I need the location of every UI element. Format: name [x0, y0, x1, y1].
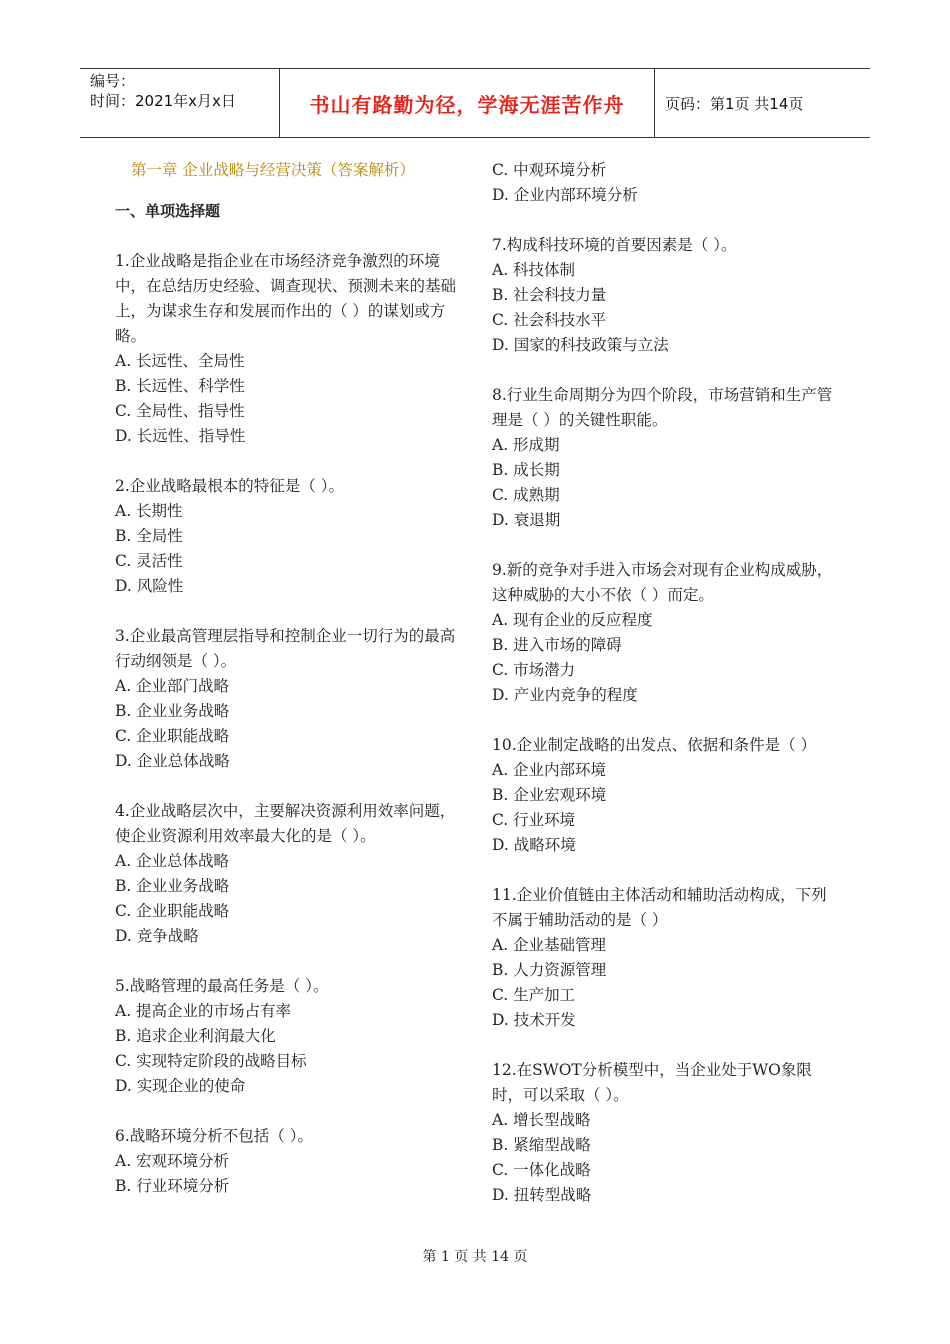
question-item: [492, 1058, 842, 1208]
answer-option: A. 宏观环境分析: [115, 1152, 230, 1170]
answer-option: C. 社会科技水平: [492, 311, 607, 329]
answer-option: B. 企业宏观环境: [492, 786, 607, 804]
question-item: [115, 799, 460, 949]
answer-option: B. 进入市场的障碍: [492, 636, 622, 654]
question-stem: 4.企业战略层次中，主要解决资源利用效率问题，使企业资源利用效率最大化的是（ ）。: [115, 802, 456, 845]
question-stem: 3.企业最高管理层指导和控制企业一切行为的最高行动纲领是（ ）。: [115, 627, 456, 670]
question-stem: 8.行业生命周期分为四个阶段，市场营销和生产管理是（ ）的关键性职能。: [492, 386, 833, 429]
header-meta: [80, 69, 280, 137]
question-item: [492, 233, 842, 358]
answer-option: B. 全局性: [115, 527, 183, 545]
question-item: [115, 624, 460, 774]
answer-option: A. 形成期: [492, 436, 560, 454]
answer-option: B. 追求企业利润最大化: [115, 1027, 276, 1045]
question-item: [115, 249, 460, 449]
answer-option: B. 企业业务战略: [115, 877, 230, 895]
question-item: [492, 383, 842, 533]
answer-option: A. 增长型战略: [492, 1111, 591, 1129]
answer-option: A. 科技体制: [492, 261, 576, 279]
answer-option: D. 企业总体战略: [115, 752, 230, 770]
answer-option: A. 现有企业的反应程度: [492, 611, 653, 629]
answer-option: D. 衰退期: [492, 511, 561, 529]
answer-option: C. 实现特定阶段的战略目标: [115, 1052, 307, 1070]
answer-option: B. 企业业务战略: [115, 702, 230, 720]
answer-option: B. 人力资源管理: [492, 961, 607, 979]
answer-option: C. 市场潜力: [492, 661, 576, 679]
question-item: [492, 158, 842, 208]
answer-option: C. 全局性、指导性: [115, 402, 245, 420]
answer-option: D. 技术开发: [492, 1011, 576, 1029]
question-item: [492, 883, 842, 1033]
answer-option: D. 长远性、指导性: [115, 427, 246, 445]
answer-option: D. 产业内竞争的程度: [492, 686, 638, 704]
question-stem: 1.企业战略是指企业在市场经济竞争激烈的环境中，在总结历史经验、调查现状、预测未来的基础上，为谋求生存和发展而作出的（ ）的谋划或方略。: [115, 252, 457, 345]
question-item: [492, 558, 842, 708]
question-item: [115, 1124, 460, 1199]
answer-option: A. 企业内部环境: [492, 761, 607, 779]
answer-option: B. 紧缩型战略: [492, 1136, 591, 1154]
answer-option: D. 国家的科技政策与立法: [492, 336, 669, 354]
answer-option: D. 竞争战略: [115, 927, 199, 945]
right-question-list: [492, 158, 842, 1208]
answer-option: A. 企业基础管理: [492, 936, 607, 954]
answer-option: A. 长期性: [115, 502, 183, 520]
answer-option: C. 企业职能战略: [115, 902, 230, 920]
question-stem: 12.在SWOT分析模型中，当企业处于WO象限时，可以采取（ ）。: [492, 1061, 812, 1104]
answer-option: B. 社会科技力量: [492, 286, 607, 304]
right-column: [492, 158, 842, 1233]
number-label: 编号：: [90, 72, 136, 90]
question-item: [115, 474, 460, 599]
answer-option: B. 长远性、科学性: [115, 377, 245, 395]
section-title: 一、单项选择题: [115, 202, 221, 220]
answer-option: D. 战略环境: [492, 836, 576, 854]
question-item: [115, 974, 460, 1099]
date-line: 时间：2021年x月x日: [90, 92, 236, 110]
question-stem: 2.企业战略最根本的特征是（ ）。: [115, 477, 344, 495]
header-motto: 书山有路勤为径，学海无涯苦作舟: [280, 69, 655, 137]
answer-option: D. 风险性: [115, 577, 184, 595]
answer-option: D. 扭转型战略: [492, 1186, 592, 1204]
answer-option: B. 行业环境分析: [115, 1177, 230, 1195]
answer-option: A. 提高企业的市场占有率: [115, 1002, 292, 1020]
left-column: [115, 158, 460, 1224]
answer-option: C. 成熟期: [492, 486, 560, 504]
answer-option: B. 成长期: [492, 461, 560, 479]
question-stem: 9.新的竞争对手进入市场会对现有企业构成威胁，这种威胁的大小不依（ ）而定。: [492, 561, 833, 604]
answer-option: C. 中观环境分析: [492, 161, 607, 179]
answer-option: C. 一体化战略: [492, 1161, 591, 1179]
page-header: [80, 68, 870, 138]
question-stem: 5.战略管理的最高任务是（ ）。: [115, 977, 329, 995]
question-stem: 7.构成科技环境的首要因素是（ ）。: [492, 236, 737, 254]
header-page-info: 页码：第1页 共14页: [665, 94, 804, 113]
answer-option: A. 企业部门战略: [115, 677, 230, 695]
page-footer: 第 1 页 共 14 页: [422, 1249, 528, 1265]
answer-option: A. 企业总体战略: [115, 852, 230, 870]
question-stem: 6.战略环境分析不包括（ ）。: [115, 1127, 313, 1145]
question-item: [492, 733, 842, 858]
answer-option: D. 实现企业的使命: [115, 1077, 246, 1095]
answer-option: D. 企业内部环境分析: [492, 186, 638, 204]
chapter-title: 第一章 企业战略与经营决策（答案解析）: [131, 161, 415, 179]
answer-option: C. 灵活性: [115, 552, 183, 570]
question-stem: 10.企业制定战略的出发点、依据和条件是（ ）: [492, 736, 817, 754]
answer-option: C. 行业环境: [492, 811, 576, 829]
left-question-list: [115, 249, 460, 1199]
question-stem: 11.企业价值链由主体活动和辅助活动构成，下列不属于辅助活动的是（ ）: [492, 886, 827, 929]
answer-option: C. 生产加工: [492, 986, 576, 1004]
answer-option: C. 企业职能战略: [115, 727, 230, 745]
answer-option: A. 长远性、全局性: [115, 352, 245, 370]
